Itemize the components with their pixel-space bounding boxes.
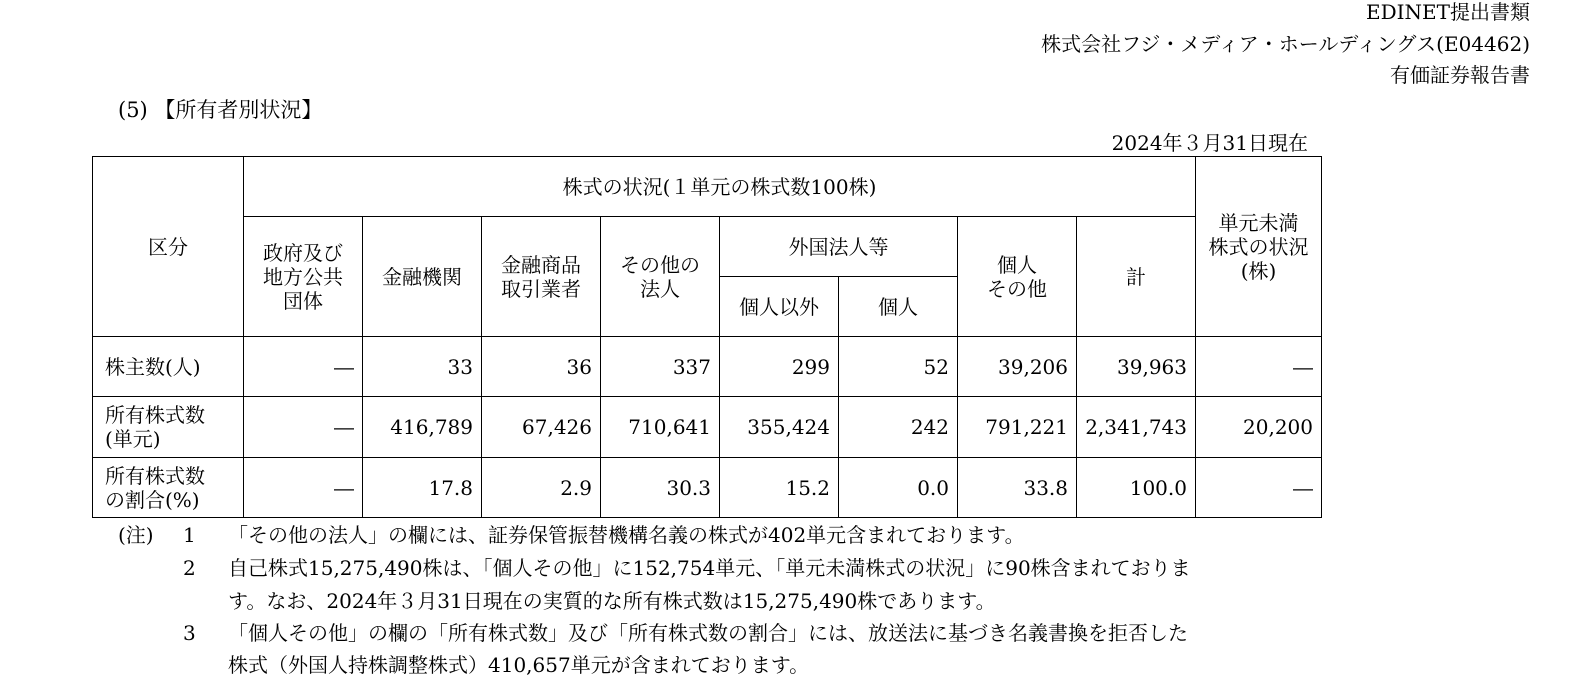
row-label-line: の割合(%) (105, 487, 200, 512)
note-number: 3 (183, 621, 196, 645)
note-text: す。なお、2024年３月31日現在の実質的な所有株式数は15,275,490株であります。 (228, 589, 996, 613)
table-cell: 17.8 (363, 458, 482, 518)
row-label (93, 458, 244, 518)
table-cell: 299 (720, 337, 839, 397)
row-label-line: 所有株式数 (105, 403, 205, 427)
header-foreign-non-individual: 個人以外 (720, 277, 839, 337)
table-cell: ― (1196, 337, 1322, 397)
header-other-corporations-line: その他の (620, 252, 700, 277)
row-label-line: 株主数(人) (105, 354, 201, 379)
table-cell: 67,426 (482, 397, 601, 458)
header-brokers-line: 取引業者 (501, 276, 581, 301)
table-cell: 791,221 (958, 397, 1077, 458)
section-title: (5) 【所有者別状況】 (118, 98, 323, 122)
table-cell: ― (1196, 458, 1322, 518)
header-under-unit-line: 単元未満 (1218, 210, 1299, 235)
header-brokers (482, 217, 601, 337)
header-individuals (958, 217, 1077, 337)
table-row (93, 397, 1322, 458)
note-text: 「その他の法人」の欄には、証券保管振替機構名義の株式が402単元含まれております。 (228, 523, 1025, 547)
table-cell: 710,641 (601, 397, 720, 458)
as-of-date: 2024年３月31日現在 (1111, 131, 1308, 155)
header-financial-institutions: 金融機関 (363, 217, 482, 337)
table-cell: 20,200 (1196, 397, 1322, 458)
note-text: 株式（外国人持株調整株式）410,657単元が含まれております。 (228, 653, 810, 677)
ownership-table (92, 156, 1322, 518)
table-cell: 355,424 (720, 397, 839, 458)
row-label (93, 337, 244, 397)
header-other-corporations-line: 法人 (640, 276, 680, 301)
table-cell: ― (244, 337, 363, 397)
row-label (93, 397, 244, 458)
table-cell: 242 (839, 397, 958, 458)
table-cell: 39,206 (958, 337, 1077, 397)
table-cell: 416,789 (363, 397, 482, 458)
header-other-corporations (601, 217, 720, 337)
note-text: 自己株式15,275,490株は、「個人その他」に152,754単元、「単元未満株式の状況」に90株含まれておりま (228, 556, 1191, 580)
edinet-doc-type: EDINET提出書類 (1366, 0, 1530, 24)
row-label-line: (単元) (105, 427, 161, 451)
table-cell: ― (244, 458, 363, 518)
header-stock-status: 株式の状況(１単元の株式数100株) (244, 157, 1196, 217)
header-under-unit-line: (株) (1240, 258, 1277, 283)
header-under-unit (1196, 157, 1322, 337)
table-cell: 15.2 (720, 458, 839, 518)
notes-lead: (注) (118, 523, 154, 547)
table-cell: 36 (482, 337, 601, 397)
header-government-line: 団体 (283, 288, 323, 313)
table-cell: 33 (363, 337, 482, 397)
table-cell: ― (244, 397, 363, 458)
note-number: 1 (183, 523, 196, 547)
header-under-unit-line: 株式の状況 (1208, 234, 1309, 259)
header-kubun: 区分 (93, 157, 244, 337)
note-number: 2 (183, 556, 196, 580)
header-government-line: 地方公共 (263, 264, 343, 289)
table-cell: 39,963 (1077, 337, 1196, 397)
table-cell: 100.0 (1077, 458, 1196, 518)
table-cell: 33.8 (958, 458, 1077, 518)
table-cell: 0.0 (839, 458, 958, 518)
company-name: 株式会社フジ・メディア・ホールディングス(E04462) (1041, 32, 1530, 56)
table-cell: 30.3 (601, 458, 720, 518)
header-government (244, 217, 363, 337)
header-individuals-line: 個人 (997, 252, 1037, 277)
table-cell: 337 (601, 337, 720, 397)
table-cell: 52 (839, 337, 958, 397)
table-cell: 2,341,743 (1077, 397, 1196, 458)
header-brokers-line: 金融商品 (501, 252, 581, 277)
header-government-line: 政府及び (263, 240, 343, 265)
header-foreign-individual: 個人 (839, 277, 958, 337)
report-type: 有価証券報告書 (1390, 63, 1530, 87)
header-foreign-corporations: 外国法人等 (720, 217, 958, 277)
table-row (93, 458, 1322, 518)
header-total: 計 (1077, 217, 1196, 337)
table-cell: 2.9 (482, 458, 601, 518)
row-label-line: 所有株式数 (105, 463, 205, 488)
note-text: 「個人その他」の欄の「所有株式数」及び「所有株式数の割合」には、放送法に基づき名義書換を拒否した (228, 621, 1188, 645)
table-row (93, 337, 1322, 397)
header-individuals-line: その他 (987, 276, 1047, 301)
